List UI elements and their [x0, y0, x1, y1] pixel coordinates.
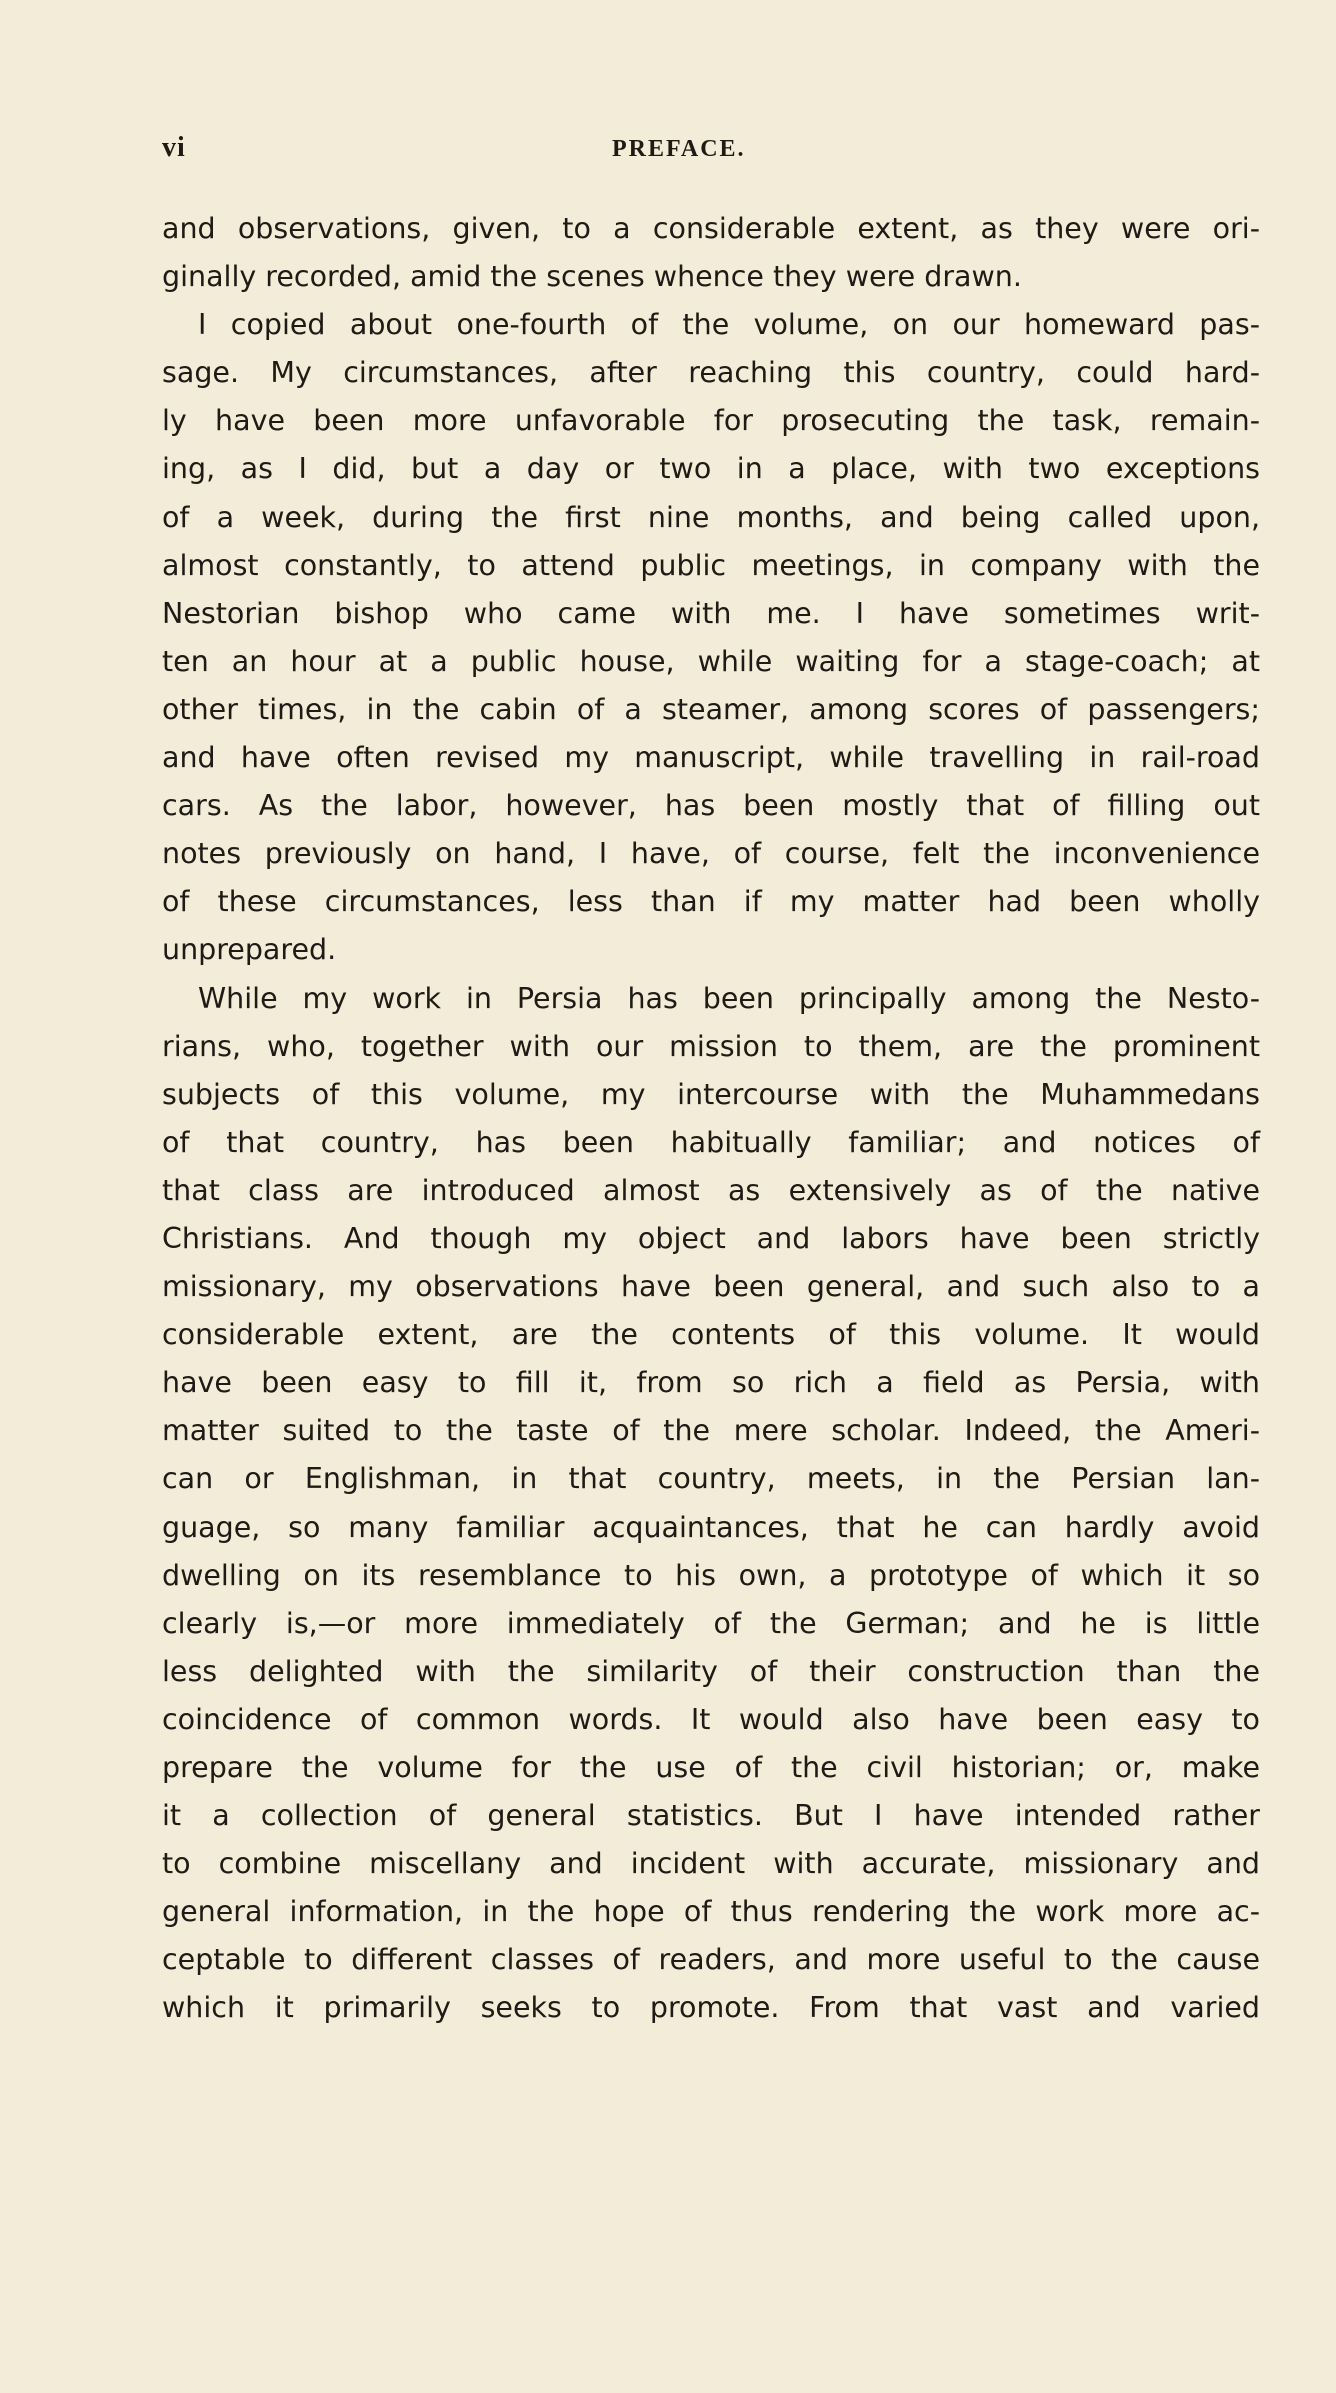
text-line: sage. My circumstances, after reaching this country, could hard-	[162, 356, 1260, 390]
text-line: to combine miscellany and incident with accurate, missionary and	[162, 1847, 1260, 1881]
text-line: and observations, given, to a considerable extent, as they were ori-	[162, 212, 1260, 245]
text-line: Christians. And though my object and labors have been strictly	[162, 1221, 1260, 1255]
text-line: of these circumstances, less than if my matter had been wholly	[162, 885, 1260, 919]
text-line: can or Englishman, in that country, meets, in the Persian lan-	[162, 1462, 1260, 1496]
text-line: guage, so many familiar acquaintances, that he can hardly avoid	[162, 1510, 1260, 1544]
text-line: subjects of this volume, my intercourse with the Muhammedans	[162, 1077, 1260, 1111]
running-head: PREFACE.	[612, 136, 746, 162]
text-line: of that country, has been habitually familiar; and notices of	[162, 1125, 1260, 1159]
body-text	[162, 205, 1260, 2033]
text-line: less delighted with the similarity of their construction than the	[162, 1654, 1260, 1688]
text-line: it a collection of general statistics. But I have intended rather	[162, 1799, 1260, 1833]
text-line: considerable extent, are the contents of this volume. It would	[162, 1318, 1260, 1352]
text-line: ly have been more unfavorable for prosecuting the task, remain-	[162, 404, 1260, 438]
text-line: ing, as I did, but a day or two in a place, with two exceptions	[162, 452, 1260, 486]
text-line: which it primarily seeks to promote. From that vast and varied	[162, 1991, 1260, 2025]
text-line: unprepared.	[162, 933, 337, 967]
text-line: have been easy to fill it, from so rich a field as Persia, with	[162, 1366, 1260, 1400]
text-line: prepare the volume for the use of the civil historian; or, make	[162, 1751, 1260, 1784]
text-line: and have often revised my manuscript, while travelling in rail-road	[162, 741, 1260, 775]
text-line: dwelling on its resemblance to his own, a prototype of which it so	[162, 1558, 1260, 1592]
text-line: rians, who, together with our mission to them, are the prominent	[162, 1029, 1260, 1063]
text-line: notes previously on hand, I have, of course, felt the inconvenience	[162, 837, 1260, 871]
page-header	[162, 132, 1260, 172]
text-line: matter suited to the taste of the mere scholar. Indeed, the Ameri-	[162, 1414, 1260, 1448]
page-number: vi	[162, 132, 186, 163]
text-line: coincidence of common words. It would also have been easy to	[162, 1702, 1260, 1736]
text-line: ten an hour at a public house, while waiting for a stage-coach; at	[162, 644, 1260, 678]
text-line: cars. As the labor, however, has been mostly that of filling out	[162, 789, 1260, 823]
text-line: almost constantly, to attend public meetings, in company with the	[162, 548, 1260, 582]
text-line: clearly is,—or more immediately of the German; and he is little	[162, 1606, 1260, 1640]
text-line: I copied about one-fourth of the volume, on our homeward pas-	[198, 308, 1260, 342]
text-line: While my work in Persia has been principally among the Nesto-	[198, 981, 1260, 1015]
text-line: missionary, my observations have been general, and such also to a	[162, 1270, 1260, 1304]
text-line: general information, in the hope of thus rendering the work more ac-	[162, 1895, 1260, 1929]
text-line: ginally recorded, amid the scenes whence they were drawn.	[162, 260, 1022, 294]
text-line: ceptable to different classes of readers, and more useful to the cause	[162, 1943, 1260, 1977]
text-line: other times, in the cabin of a steamer, among scores of passengers;	[162, 692, 1260, 726]
text-line: that class are introduced almost as extensively as of the native	[162, 1173, 1260, 1207]
text-line: Nestorian bishop who came with me. I have sometimes writ-	[162, 596, 1260, 630]
text-line: of a week, during the first nine months, and being called upon,	[162, 500, 1260, 534]
